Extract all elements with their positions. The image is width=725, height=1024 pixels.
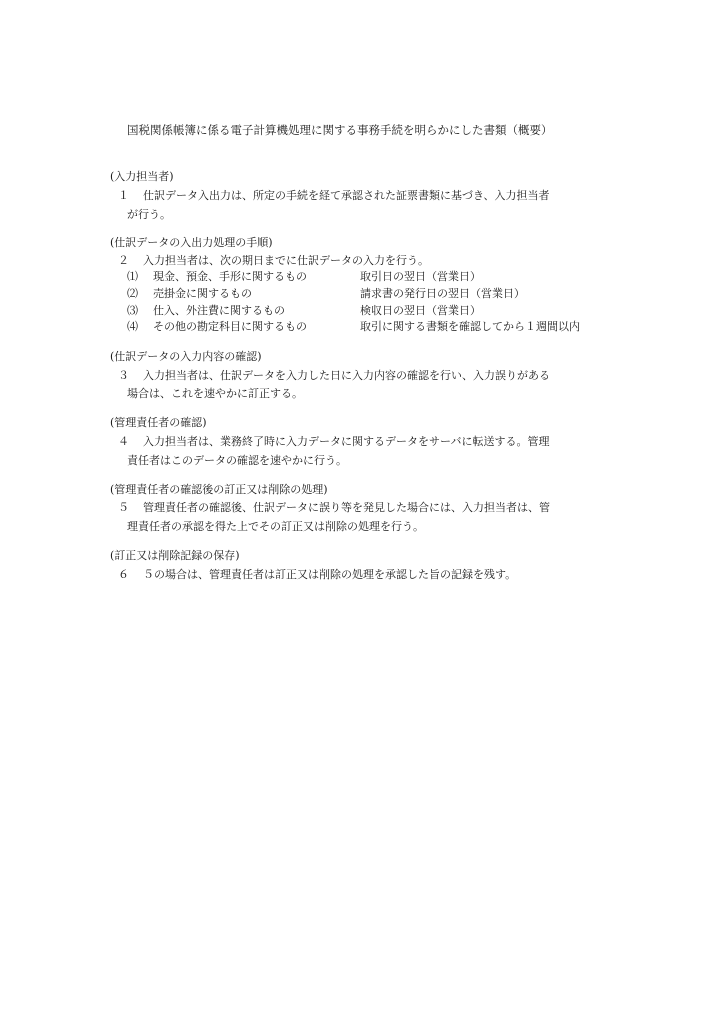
section-heading-record-retention: (訂正又は削除記録の保存) [110,549,240,562]
procedure-item-text: 仕入、外注費に関するもの [153,304,285,317]
section-heading-correction: (管理責任者の確認後の訂正又は削除の処理) [110,483,328,496]
paragraph-5-line-2: 理責任者の承認を得た上でその訂正又は削除の処理を行う。 [127,520,424,533]
section-heading-manager-check: (管理責任者の確認) [110,416,207,429]
paragraph-5-line-1: 管理責任者の確認後、仕訳データに誤り等を発見した場合には、入力担当者は、管 [143,501,550,514]
document-title: 国税関係帳簿に係る電子計算機処理に関する事務手続を明らかにした書類（概要） [127,123,553,137]
procedure-item-number: ⑵ [127,287,138,300]
paragraph-6-line-1: ５の場合は、管理責任者は訂正又は削除の処理を承認した旨の記録を残す。 [143,568,517,581]
procedure-item-deadline: 請求書の発行日の翌日（営業日） [360,287,525,300]
paragraph-number-3: ３ [118,369,129,382]
procedure-item-deadline: 取引日の翌日（営業日） [360,270,481,283]
procedure-item-deadline: 検収日の翌日（営業日） [360,304,481,317]
paragraph-number-1: １ [118,189,129,202]
procedure-item-text: 現金、預金、手形に関するもの [153,270,307,283]
paragraph-1-line-2: が行う。 [127,208,171,221]
section-heading-entry-check: (仕訳データの入力内容の確認) [110,350,262,363]
paragraph-1-line-1: 仕訳データ入出力は、所定の手続を経て承認された証票書類に基づき、入力担当者 [143,189,550,202]
paragraph-3-line-2: 場合は、これを速やかに訂正する。 [127,387,303,400]
paragraph-number-6: ６ [118,568,129,581]
paragraph-number-4: ４ [118,435,129,448]
procedure-item-number: ⑶ [127,304,138,317]
section-heading-input-person: (入力担当者) [110,170,174,183]
procedure-item-text: 売掛金に関するもの [153,287,252,300]
procedure-item-deadline: 取引に関する書類を確認してから１週間以内 [360,320,580,333]
paragraph-4-line-1: 入力担当者は、業務終了時に入力データに関するデータをサーバに転送する。管理 [143,435,550,448]
procedure-item-number: ⑷ [127,320,138,333]
paragraph-3-line-1: 入力担当者は、仕訳データを入力した日に入力内容の確認を行い、入力誤りがある [143,369,550,382]
paragraph-number-5: ５ [118,501,129,514]
procedure-item-number: ⑴ [127,270,138,283]
paragraph-number-2: ２ [118,254,129,267]
paragraph-2-line-1: 入力担当者は、次の期日までに仕訳データの入力を行う。 [143,254,429,267]
procedure-item-text: その他の勘定科目に関するもの [153,320,307,333]
paragraph-4-line-2: 責任者はこのデータの確認を速やかに行う。 [127,454,347,467]
section-heading-entry-procedure: (仕訳データの入出力処理の手順) [110,236,273,249]
